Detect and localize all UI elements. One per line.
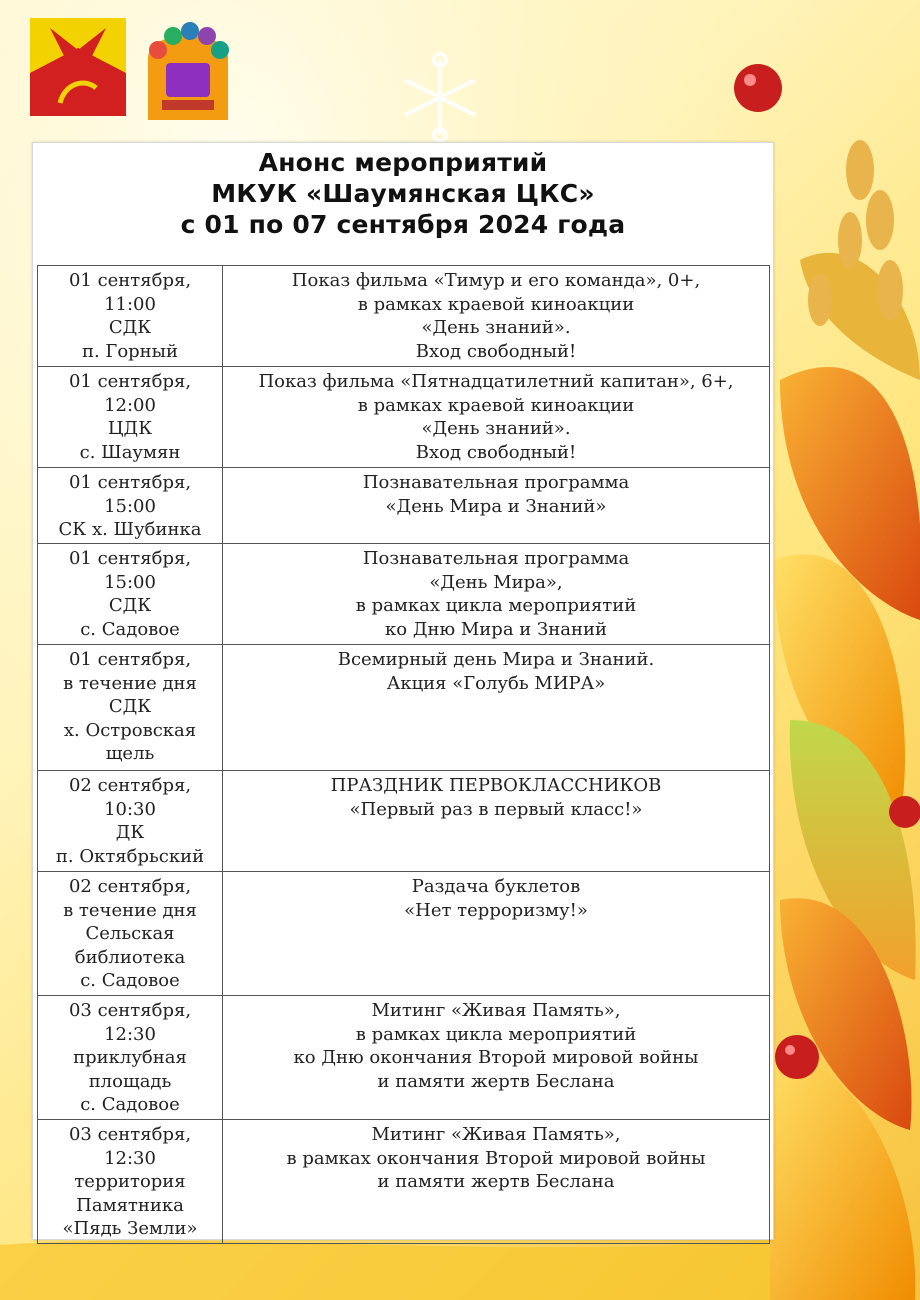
- event-when-cell: [38, 1120, 223, 1244]
- event-when-line: 10:30: [104, 798, 156, 820]
- event-description-cell: [223, 996, 770, 1120]
- header-period: с 01 по 07 сентября 2024 года: [180, 210, 626, 239]
- event-when-line: 02 сентября,: [68, 876, 192, 897]
- event-description-line: Митинг «Живая Память»,: [371, 1000, 621, 1021]
- event-when-cell: [38, 771, 223, 872]
- event-description-line: Вход свободный!: [415, 441, 577, 463]
- event-description-cell: [223, 771, 770, 872]
- event-when-line: 11:00: [104, 293, 156, 315]
- district-coat-of-arms-icon: [30, 18, 126, 116]
- event-when-line: п. Октябрьский: [55, 845, 205, 867]
- event-description-line: в рамках цикла мероприятий: [355, 595, 637, 616]
- announcement-header: [33, 143, 773, 263]
- event-when-line: приклубная: [73, 1047, 187, 1068]
- event-description-line: Познавательная программа: [362, 548, 630, 569]
- event-when-cell: [38, 367, 223, 468]
- event-description-cell: [223, 544, 770, 645]
- event-description-line: в рамках краевой киноакции: [357, 293, 635, 315]
- event-description-line: Показ фильма «Пятнадцатилетний капитан», 6+,: [258, 371, 734, 392]
- event-when-cell: [38, 468, 223, 544]
- header-title: Анонс мероприятий: [258, 148, 548, 177]
- event-when-cell: [38, 872, 223, 996]
- header-organization: МКУК «Шаумянская ЦКС»: [211, 179, 595, 208]
- event-when-line: СДК: [108, 595, 152, 616]
- event-description-line: «Первый раз в первый класс!»: [349, 798, 643, 820]
- event-when-cell: [38, 266, 223, 367]
- event-row: [38, 544, 770, 645]
- event-when-line: 02 сентября,: [68, 775, 192, 796]
- announcement-sheet: [32, 142, 774, 1240]
- event-description-cell: [223, 468, 770, 544]
- event-description-line: ко Дню Мира и Знаний: [385, 618, 607, 640]
- event-when-line: 03 сентября,: [68, 1000, 192, 1021]
- event-when-line: площадь: [88, 1070, 172, 1092]
- event-when-line: 12:30: [104, 1147, 156, 1169]
- event-when-line: в течение дня: [63, 672, 197, 694]
- event-row: [38, 468, 770, 544]
- event-description-cell: [223, 872, 770, 996]
- event-when-line: ДК: [115, 822, 145, 843]
- event-when-line: х. Островская: [63, 719, 197, 741]
- event-description-cell: [223, 266, 770, 367]
- event-description-line: «День знаний».: [421, 317, 571, 338]
- event-description-cell: [223, 1120, 770, 1244]
- event-when-cell: [38, 645, 223, 771]
- event-when-line: библиотека: [74, 946, 186, 968]
- event-when-line: 03 сентября,: [68, 1124, 192, 1145]
- event-description-line: «Нет терроризму!»: [404, 899, 588, 921]
- event-description-line: в рамках окончания Второй мировой войны: [286, 1147, 706, 1169]
- event-when-line: 12:00: [104, 394, 156, 416]
- event-when-line: Памятника: [76, 1194, 184, 1216]
- event-description-line: Акция «Голубь МИРА»: [386, 672, 606, 694]
- event-when-line: 12:30: [104, 1023, 156, 1045]
- event-description-line: «День Мира и Знаний»: [385, 495, 607, 517]
- event-when-line: 01 сентября,: [68, 548, 192, 569]
- event-when-line: СДК: [108, 696, 152, 717]
- event-description-line: в рамках цикла мероприятий: [355, 1023, 637, 1045]
- event-description-line: Митинг «Живая Память»,: [371, 1124, 621, 1145]
- event-when-line: ЦДК: [107, 418, 153, 439]
- event-description-line: в рамках краевой киноакции: [357, 394, 635, 416]
- event-description-line: Раздача буклетов: [411, 876, 581, 897]
- events-table: [37, 265, 770, 1244]
- event-row: [38, 367, 770, 468]
- event-when-line: Сельская: [85, 923, 175, 944]
- event-description-line: Всемирный день Мира и Знаний.: [337, 649, 655, 670]
- event-row: [38, 645, 770, 771]
- event-when-line: с. Садовое: [80, 970, 180, 991]
- event-description-line: ПРАЗДНИК ПЕРВОКЛАССНИКОВ: [330, 775, 662, 796]
- event-row: [38, 996, 770, 1120]
- event-when-line: 01 сентября,: [68, 472, 192, 493]
- event-when-cell: [38, 996, 223, 1120]
- event-description-line: «День Мира»,: [429, 571, 563, 593]
- event-when-line: в течение дня: [63, 899, 197, 921]
- event-when-line: «Пядь Земли»: [62, 1218, 198, 1239]
- event-when-line: 01 сентября,: [68, 371, 192, 392]
- event-row: [38, 266, 770, 367]
- event-when-line: СДК: [108, 317, 152, 338]
- event-row: [38, 872, 770, 996]
- event-when-line: территория: [74, 1171, 186, 1192]
- event-description-line: Познавательная программа: [362, 472, 630, 493]
- event-when-line: 15:00: [104, 571, 156, 593]
- event-row: [38, 1120, 770, 1244]
- event-when-line: СК х. Шубинка: [58, 519, 202, 540]
- event-row: [38, 771, 770, 872]
- mkuk-logo-icon: [138, 18, 238, 120]
- event-description-line: Показ фильма «Тимур и его команда», 0+,: [291, 270, 701, 291]
- event-description-cell: [223, 645, 770, 771]
- event-description-line: и памяти жертв Беслана: [377, 1171, 615, 1192]
- event-description-cell: [223, 367, 770, 468]
- event-description-line: Вход свободный!: [415, 340, 577, 362]
- event-description-line: и памяти жертв Беслана: [377, 1070, 615, 1092]
- event-when-line: с. Шаумян: [79, 441, 181, 463]
- event-when-line: с. Садовое: [80, 618, 180, 640]
- event-when-line: щель: [105, 743, 155, 764]
- event-when-line: 15:00: [104, 495, 156, 517]
- event-description-line: ко Дню окончания Второй мировой войны: [293, 1047, 699, 1068]
- event-when-line: с. Садовое: [80, 1094, 180, 1115]
- event-when-line: 01 сентября,: [68, 649, 192, 670]
- event-when-line: 01 сентября,: [68, 270, 192, 291]
- event-when-line: п. Горный: [81, 340, 179, 362]
- event-when-cell: [38, 544, 223, 645]
- event-description-line: «День знаний».: [421, 418, 571, 439]
